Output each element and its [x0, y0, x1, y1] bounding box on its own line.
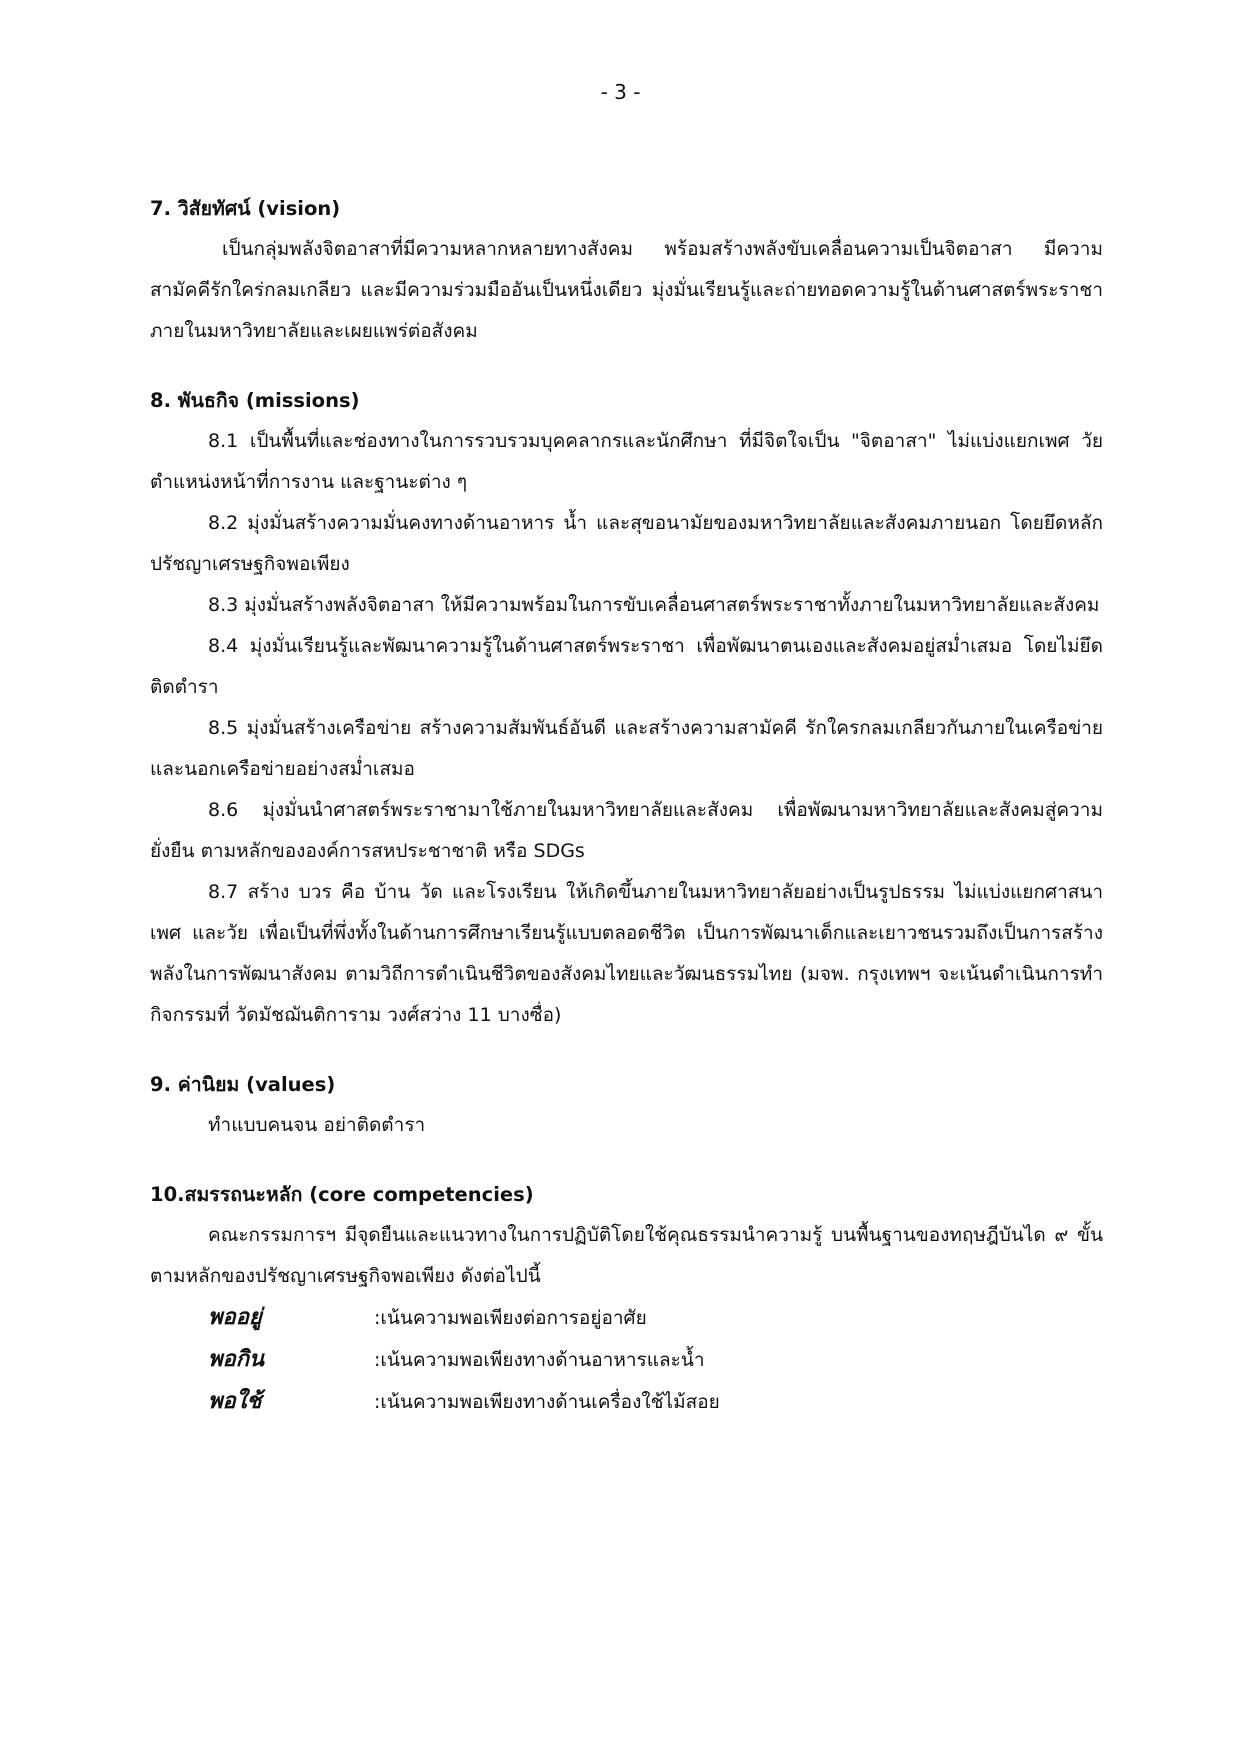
mission-item-3: 8.3 มุ่งมั่นสร้างพลังจิตอาสา ให้มีความพร้อมในการขับเคลื่อนศาสตร์พระราชาทั้งภายในมหาวิทยาลัยและสังคม: [208, 594, 1100, 616]
term-label: พอใช้: [208, 1389, 262, 1414]
competencies-heading: 10.สมรรถนะหลัก (core competencies): [150, 1183, 534, 1206]
page-number: - 3 -: [600, 80, 641, 104]
mission-item-7: 8.7 สร้าง บวร คือ บ้าน วัด และโรงเรียน ให้เกิดขึ้นภายในมหาวิทยาลัยอย่างเป็นรูปธรรม ไม่แบ่งแยกศาสนา เพศ และวัย เพื่อเป็นที่พึ่งทั้งในด้านการศึกษาเรียนรู้แบบตลอดชีวิต เป็นการพัฒนาเด็กและเยาวชนรวมถึงเป็นการสร้างพลังในการพัฒนาสังคม ตามวิถีการดำเนินชีวิตของสังคมไทยและวัฒนธรรมไทย (มจพ. กรุงเทพฯ จะเน้นดำเนินการทำกิจกรรมที่ วัดมัชฌันติการาม วงศ์สว่าง 11 บางซื่อ): [150, 881, 1103, 1026]
vision-text: เป็นกลุ่มพลังจิตอาสาที่มีความหลากหลายทางสังคม พร้อมสร้างพลังขับเคลื่อนความเป็นจิตอาสา มีความสามัคคีรักใคร่กลมเกลียว และมีความร่วมมืออันเป็นหนึ่งเดียว มุ่งมั่นเรียนรู้และถ่ายทอดความรู้ในด้านศาสตร์พระราชา ภายในมหาวิทยาลัยและเผยแพร่ต่อสังคม: [150, 238, 1103, 342]
term-row-poo-yu: [150, 1297, 1103, 1339]
term-row-poo-kin: [150, 1339, 1103, 1381]
term-label: พออยู่: [208, 1305, 262, 1330]
values-section: [150, 1064, 1103, 1146]
term-description: :เน้นความพอเพียงทางด้านอาหารและน้ำ: [374, 1349, 705, 1371]
mission-item-4: 8.4 มุ่งมั่นเรียนรู้และพัฒนาความรู้ในด้านศาสตร์พระราชา เพื่อพัฒนาตนเองและสังคมอยู่สม่ำเสมอ โดยไม่ยึดติดตำรา: [150, 635, 1103, 698]
term-description: :เน้นความพอเพียงต่อการอยู่อาศัย: [374, 1307, 647, 1329]
competencies-text: คณะกรรมการฯ มีจุดยืนและแนวทางในการปฏิบัติโดยใช้คุณธรรมนำความรู้ บนพื้นฐานของทฤษฎีบันได ๙ ขั้น ตามหลักของปรัชญาเศรษฐกิจพอเพียง ดังต่อไปนี้: [150, 1224, 1103, 1287]
mission-item-2: 8.2 มุ่งมั่นสร้างความมั่นคงทางด้านอาหาร น้ำ และสุขอนามัยของมหาวิทยาลัยและสังคมภายนอก โดยยึดหลักปรัชญาเศรษฐกิจพอเพียง: [150, 512, 1103, 575]
missions-section: [150, 380, 1103, 1036]
term-row-poo-chai: [150, 1381, 1103, 1423]
vision-heading: 7. วิสัยทัศน์ (vision): [150, 197, 341, 220]
document-body: [150, 188, 1103, 1423]
values-text: ทำแบบคนจน อย่าติดตำรา: [208, 1114, 426, 1136]
mission-item-5: 8.5 มุ่งมั่นสร้างเครือข่าย สร้างความสัมพันธ์อันดี และสร้างความสามัคคี รักใครกลมเกลียวกันภายในเครือข่าย และนอกเครือข่ายอย่างสม่ำเสมอ: [150, 717, 1103, 780]
mission-item-1: 8.1 เป็นพื้นที่และช่องทางในการรวบรวมบุคคลากรและนักศึกษา ที่มีจิตใจเป็น "จิตอาสา" ไม่แบ่งแยกเพศ วัย ตำแหน่งหน้าที่การงาน และฐานะต่าง ๆ: [150, 430, 1103, 493]
values-heading: 9. ค่านิยม (values): [150, 1073, 336, 1096]
term-label: พอกิน: [208, 1347, 265, 1372]
missions-heading: 8. พันธกิจ (missions): [150, 389, 360, 412]
vision-section: [150, 188, 1103, 352]
term-description: :เน้นความพอเพียงทางด้านเครื่องใช้ไม้สอย: [374, 1391, 720, 1413]
competencies-section: [150, 1174, 1103, 1423]
mission-item-6: 8.6 มุ่งมั่นนำศาสตร์พระราชามาใช้ภายในมหาวิทยาลัยและสังคม เพื่อพัฒนามหาวิทยาลัยและสังคมสู่ความยั่งยืน ตามหลักขององค์การสหประชาชาติ หรือ SDGs: [150, 799, 1103, 862]
